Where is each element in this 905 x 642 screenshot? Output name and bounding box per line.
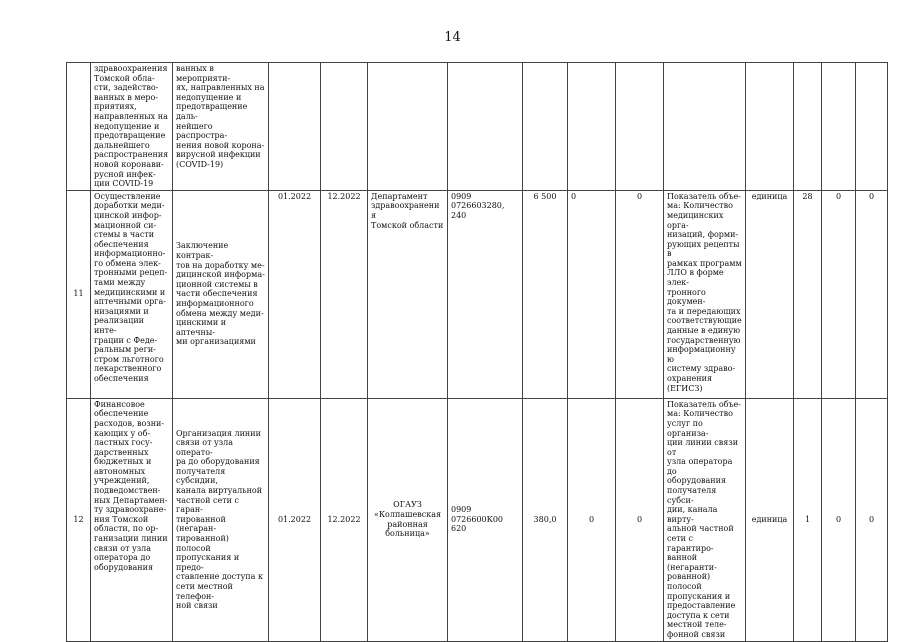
action-cell: Организация линии связи от узла операто- ра до оборудования получателя субсидии, канала виртуальной частной сети с гаран- тированной (негаран- тированной) полосой пропускания и предо- ставление доступа к сети местной телефон- ной связи — [173, 398, 269, 641]
amount-cell-3: 0 — [616, 398, 664, 641]
value-cell-1: 28 — [794, 190, 822, 398]
unit-cell: единица — [746, 190, 794, 398]
indicator-cell: Показатель объе- ма: Количество услуг по организа- ции линии связи от узла оператора до оборудования получателя субси- дии, канала вирту- альной частной сети с гарантиро- ванной (негаранти- рованной) полосой пропускания и предоставление доступа к сети местной теле- фонной связи — [664, 398, 746, 641]
indicator-cell: Показатель объе- ма: Количество медицинских орга- низаций, форми- рующих рецепты в рамках программ ЛЛО в форме элек- тронного докумен- та и передающих соответствующие данные в единую государственную информационную систему здраво- охранения (ЕГИСЗ) — [664, 190, 746, 398]
program-table — [66, 62, 888, 642]
value-cell-2: 0 — [822, 398, 856, 641]
action-cell: Заключение контрак- тов на доработку ме- дицинской информа- ционной системы в части обеспечения информационного обмена между меди- цинскими и аптечны- ми организациями — [173, 190, 269, 398]
amount-cell-2 — [568, 63, 616, 191]
executor-cell — [368, 63, 448, 191]
event-name-cell: Финансовое обеспечение расходов, возни- кающих у об- ластных госу- дарственных бюджетных и автономных учреждений, подведомствен- ных Департамен- ту здравоохране- ния Томской области, по ор- ганизации линии связи от узла оператора до оборудования — [91, 398, 173, 641]
start-date-cell: 01.2022 — [269, 190, 321, 398]
amount-cell-3: 0 — [616, 190, 664, 398]
table-row — [67, 63, 888, 191]
kbk-cell: 0909 0726600К00 620 — [448, 398, 523, 641]
executor-cell: ОГАУЗ «Колпашевская районная больница» — [368, 398, 448, 641]
table-row — [67, 190, 888, 398]
start-date-cell: 01.2022 — [269, 398, 321, 641]
start-date-cell — [269, 63, 321, 191]
executor-cell: Департамент здравоохранения Томской области — [368, 190, 448, 398]
unit-cell: единица — [746, 398, 794, 641]
amount-cell-3 — [616, 63, 664, 191]
value-cell-2 — [822, 63, 856, 191]
end-date-cell: 12.2022 — [321, 190, 368, 398]
amount-cell-1 — [523, 63, 568, 191]
kbk-cell — [448, 63, 523, 191]
action-cell: ванных в мероприяти- ях, направленных на недопущение и предотвращение даль- нейшего распростра- нения новой корона- вирусной инфекции (COVID-19) — [173, 63, 269, 191]
event-name-cell: здравоохранения Томской обла- сти, задейство- ванных в меро- приятиях, направленных на недопущение и предотвращение дальнейшего распространения новой коронави- русной инфек- ции COVID-19 — [91, 63, 173, 191]
value-cell-1 — [794, 63, 822, 191]
unit-cell — [746, 63, 794, 191]
amount-cell-2: 0 — [568, 398, 616, 641]
row-number-cell — [67, 63, 91, 191]
amount-cell-2: 0 — [568, 190, 616, 398]
value-cell-3 — [856, 63, 888, 191]
event-name-cell: Осуществление доработки меди- цинской инфор- мационной си- стемы в части обеспечения информационно- го обмена элек- тронными рецеп- тами между медицинскими и аптечными орга- низациями и реализации инте- грации с Феде- ральным реги- стром льготного лекарственного обеспечения — [91, 190, 173, 398]
amount-cell-1: 380,0 — [523, 398, 568, 641]
kbk-cell: 0909 0726603280, 240 — [448, 190, 523, 398]
row-number-cell: 12 — [67, 398, 91, 641]
value-cell-3: 0 — [856, 190, 888, 398]
end-date-cell: 12.2022 — [321, 398, 368, 641]
indicator-cell — [664, 63, 746, 191]
amount-cell-1: 6 500 — [523, 190, 568, 398]
page-number: 14 — [444, 30, 461, 45]
value-cell-3: 0 — [856, 398, 888, 641]
row-number-cell: 11 — [67, 190, 91, 398]
end-date-cell — [321, 63, 368, 191]
value-cell-2: 0 — [822, 190, 856, 398]
value-cell-1: 1 — [794, 398, 822, 641]
table-row — [67, 398, 888, 641]
